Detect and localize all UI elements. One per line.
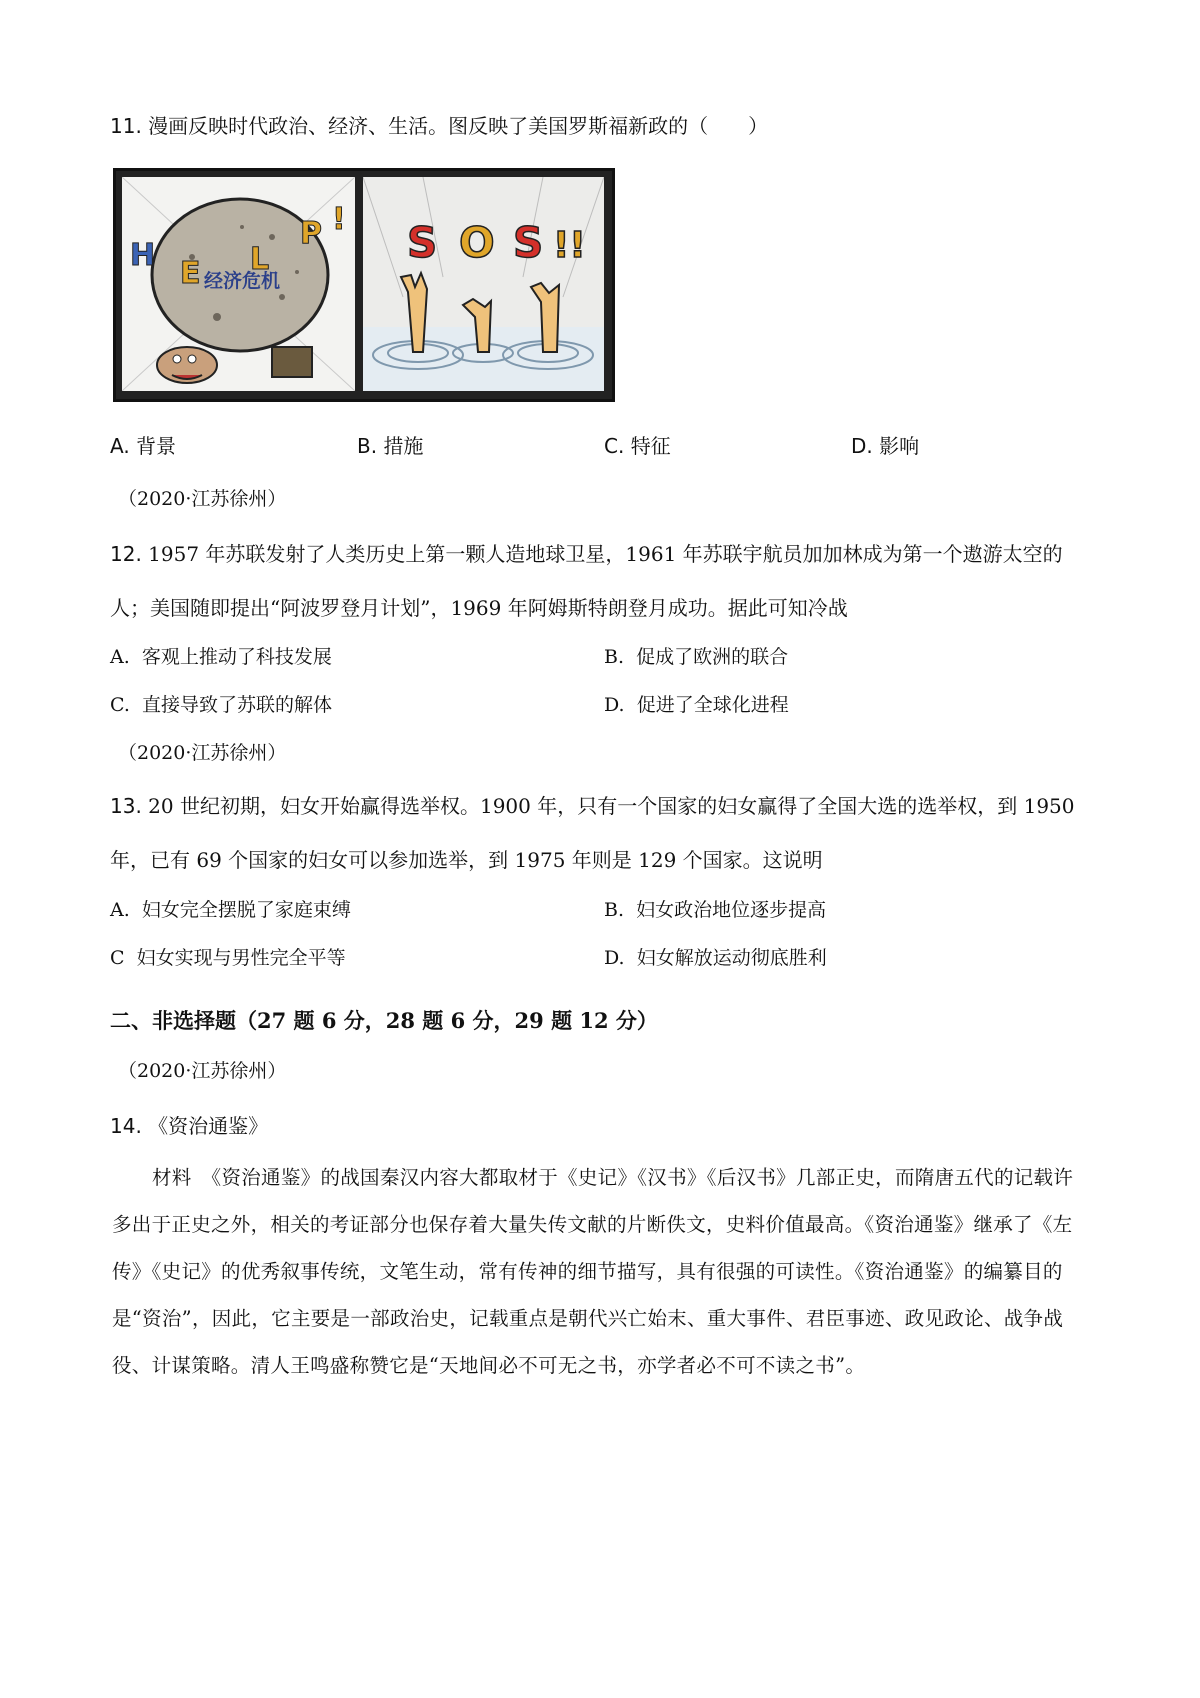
- q12-option-c[interactable]: [110, 690, 332, 717]
- help-letter: H: [130, 238, 156, 273]
- help-letter: P: [300, 216, 322, 251]
- option-text: 直接导致了苏联的解体: [142, 694, 333, 716]
- cartoon-panel-help: [122, 177, 355, 391]
- question-13-stem-line2: 年，已有 69 个国家的妇女可以参加选举，到 1975 年则是 129 个国家。这说明: [110, 848, 823, 872]
- option-letter: C.: [604, 434, 625, 458]
- question-text: 20 世纪初期，妇女开始赢得选举权。1900 年，只有一个国家的妇女赢得了全国大选的选举权，到 1950: [148, 794, 1075, 818]
- q13-option-b[interactable]: [604, 895, 826, 922]
- sos-letter: O: [459, 218, 495, 267]
- q12-option-a[interactable]: [110, 642, 332, 669]
- q13-option-c[interactable]: [110, 943, 346, 970]
- question-12-stem-line1: [110, 538, 1063, 567]
- option-text: 妇女政治地位逐步提高: [636, 899, 827, 921]
- q12-option-b[interactable]: [604, 642, 788, 669]
- help-letter: E: [180, 256, 201, 291]
- option-text: 妇女解放运动彻底胜利: [636, 947, 827, 969]
- question-number: 14.: [110, 1114, 142, 1138]
- option-text: 客观上推动了科技发展: [141, 646, 332, 668]
- question-text: 1957 年苏联发射了人类历史上第一颗人造地球卫星，1961 年苏联宇航员加加林成为第一个遨游太空的: [148, 542, 1063, 566]
- q13-option-a[interactable]: [110, 895, 351, 922]
- option-letter: B.: [604, 646, 625, 668]
- option-letter: A.: [110, 646, 130, 668]
- question-number: 11.: [110, 114, 142, 138]
- option-letter: D.: [604, 694, 625, 716]
- option-text: 背景: [136, 434, 177, 458]
- question-source: （2020·江苏徐州）: [118, 1060, 287, 1082]
- option-letter: A.: [110, 434, 130, 458]
- option-text: 特征: [630, 434, 671, 458]
- cartoon-panel-sos: [363, 177, 604, 391]
- option-letter: C: [110, 947, 125, 969]
- question-number: 12.: [110, 542, 142, 566]
- sos-letter: S: [407, 218, 438, 267]
- option-text: 影响: [879, 434, 920, 458]
- option-text: 妇女完全摆脱了家庭束缚: [141, 899, 351, 921]
- question-14-stem: [110, 1110, 268, 1139]
- question-11-stem: [110, 110, 768, 139]
- boulder-label: 经济危机: [204, 270, 281, 292]
- question-title: 《资治通鉴》: [148, 1114, 269, 1138]
- option-text: 促成了欧洲的联合: [636, 646, 789, 668]
- option-letter: D.: [851, 434, 873, 458]
- question-source: （2020·江苏徐州）: [118, 488, 287, 510]
- q12-option-d[interactable]: [604, 690, 789, 717]
- option-text: 措施: [383, 434, 424, 458]
- help-letter: !: [332, 202, 346, 237]
- option-letter: B.: [357, 434, 378, 458]
- option-letter: A.: [110, 899, 130, 921]
- sos-letter: S: [513, 218, 544, 267]
- option-letter: D.: [604, 947, 625, 969]
- question-12-stem-line2: 人；美国随即提出“阿波罗登月计划”，1969 年阿姆斯特朗登月成功。据此可知冷战: [110, 596, 848, 620]
- sos-letter: !!: [553, 225, 586, 266]
- new-deal-cartoon: [113, 168, 615, 402]
- option-letter: B.: [604, 899, 625, 921]
- question-text: 漫画反映时代政治、经济、生活。图反映了美国罗斯福新政的（ ）: [148, 114, 769, 138]
- q13-option-d[interactable]: [604, 943, 827, 970]
- q11-option-b[interactable]: [357, 430, 423, 459]
- question-source: （2020·江苏徐州）: [118, 742, 287, 764]
- question-number: 13.: [110, 794, 142, 818]
- material-paragraph: 材料 《资治通鉴》的战国秦汉内容大都取材于《史记》《汉书》《后汉书》几部正史，而隋唐五代的记载许多出于正史之外，相关的考证部分也保存着大量失传文献的片断佚文，史料价值最高。《资治通鉴》继承了《左传》《史记》的优秀叙事传统，文笔生动，常有传神的细节描写，具有很强的可读性。《资治通鉴》的编纂目的是“资治”，因此，它主要是一部政治史，记载重点是朝代兴亡始末、重大事件、君臣事迹、政见政论、战争战役、计谋策略。清人王鸣盛称赞它是“天地间必不可无之书，亦学者必不可不读之书”。: [112, 1166, 1074, 1377]
- option-text: 妇女实现与男性完全平等: [136, 947, 346, 969]
- q11-option-d[interactable]: [851, 430, 919, 459]
- help-letter: L: [250, 242, 270, 277]
- question-13-stem-line1: [110, 790, 1075, 819]
- option-text: 促进了全球化进程: [636, 694, 789, 716]
- option-letter: C.: [110, 694, 130, 716]
- q11-option-c[interactable]: [604, 430, 671, 459]
- section-heading: 二、非选择题（27 题 6 分，28 题 6 分，29 题 12 分）: [110, 1008, 658, 1033]
- q11-option-a[interactable]: [110, 430, 176, 459]
